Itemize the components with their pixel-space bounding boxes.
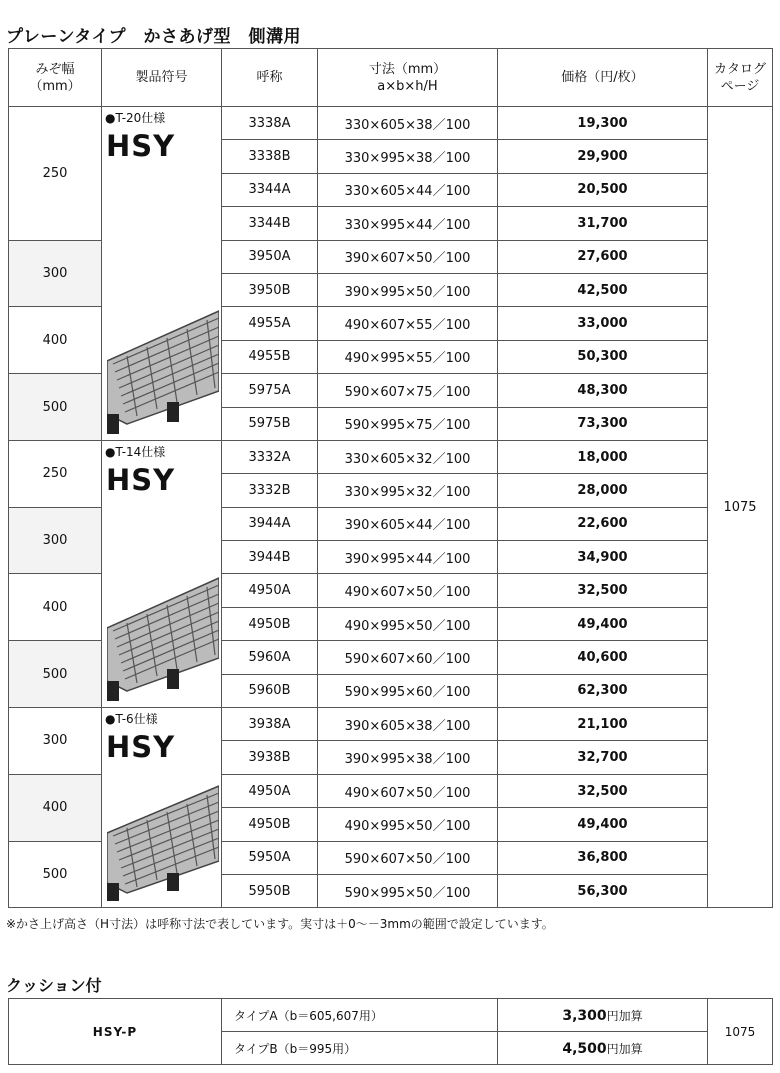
- header-dims: 寸法（mm） a×b×h/H: [318, 49, 498, 107]
- dims-cell: 590×607×50／100: [318, 841, 498, 874]
- name-cell: 4950A: [222, 774, 318, 807]
- width-cell: 300: [9, 708, 102, 775]
- width-cell: 500: [9, 641, 102, 708]
- grating-image: [107, 783, 219, 903]
- price-cell: 28,000: [498, 474, 708, 507]
- dims-cell: 390×995×38／100: [318, 741, 498, 774]
- name-cell: 3338A: [222, 107, 318, 140]
- dims-cell: 390×605×38／100: [318, 708, 498, 741]
- name-cell: 5950A: [222, 841, 318, 874]
- header-width: みぞ幅 （mm）: [9, 49, 102, 107]
- width-cell: 300: [9, 507, 102, 574]
- dims-cell: 330×995×44／100: [318, 207, 498, 240]
- dims-cell: 590×995×60／100: [318, 674, 498, 707]
- price-cell: 22,600: [498, 507, 708, 540]
- spec-label: ●T-14仕様: [105, 444, 166, 459]
- name-cell: 3332A: [222, 440, 318, 473]
- dims-cell: 330×605×32／100: [318, 440, 498, 473]
- product-code: HSY: [106, 462, 176, 497]
- price-cell: 33,000: [498, 307, 708, 340]
- name-cell: 4955B: [222, 340, 318, 373]
- name-cell: 4950A: [222, 574, 318, 607]
- price-cell: 73,300: [498, 407, 708, 440]
- price-cell: 40,600: [498, 641, 708, 674]
- name-cell: 5950B: [222, 874, 318, 907]
- name-cell: 3344A: [222, 173, 318, 206]
- name-cell: 3344B: [222, 207, 318, 240]
- width-cell: 250: [9, 440, 102, 507]
- price-cell: 62,300: [498, 674, 708, 707]
- price-cell: 32,500: [498, 774, 708, 807]
- product-code: HSY: [106, 730, 176, 765]
- dims-cell: 390×607×50／100: [318, 240, 498, 273]
- price-cell: 31,700: [498, 207, 708, 240]
- price-cell: 48,300: [498, 374, 708, 407]
- catalog-page: 1075: [708, 107, 773, 908]
- header-product: 製品符号: [102, 49, 222, 107]
- spec-label: ●T-20仕様: [105, 111, 166, 125]
- cushion-catalog-page: 1075: [708, 999, 773, 1065]
- price-cell: 36,800: [498, 841, 708, 874]
- price-cell: 49,400: [498, 607, 708, 640]
- width-cell: 500: [9, 374, 102, 441]
- dims-cell: 490×607×50／100: [318, 774, 498, 807]
- name-cell: 4950B: [222, 607, 318, 640]
- spec-label: ●T-6仕様: [105, 712, 158, 727]
- name-cell: 3338B: [222, 140, 318, 173]
- price-cell: 50,300: [498, 340, 708, 373]
- product-cell: [102, 440, 222, 707]
- price-cell: 42,500: [498, 273, 708, 306]
- product-code: HSY: [106, 129, 176, 163]
- name-cell: 5960B: [222, 674, 318, 707]
- name-cell: 5975B: [222, 407, 318, 440]
- cushion-title: クッション付: [6, 976, 102, 995]
- price-cell: 56,300: [498, 874, 708, 907]
- width-cell: 400: [9, 307, 102, 374]
- width-cell: 400: [9, 774, 102, 841]
- price-cell: 34,900: [498, 541, 708, 574]
- dims-cell: 390×605×44／100: [318, 507, 498, 540]
- header-price: 価格（円/枚）: [498, 49, 708, 107]
- name-cell: 3950B: [222, 273, 318, 306]
- price-cell: 18,000: [498, 440, 708, 473]
- name-cell: 3944B: [222, 541, 318, 574]
- dims-cell: 490×607×50／100: [318, 574, 498, 607]
- width-cell: 300: [9, 240, 102, 307]
- cushion-table: [8, 998, 773, 1065]
- price-cell: 20,500: [498, 173, 708, 206]
- name-cell: 3944A: [222, 507, 318, 540]
- page-title: プレーンタイプ かさあげ型 側溝用: [6, 27, 301, 47]
- dims-cell: 390×995×44／100: [318, 541, 498, 574]
- grating-image: [107, 573, 219, 703]
- dims-cell: 590×607×75／100: [318, 374, 498, 407]
- price-cell: 32,500: [498, 574, 708, 607]
- width-cell: 400: [9, 574, 102, 641]
- cushion-code: HSY-P: [9, 999, 222, 1065]
- name-cell: 3332B: [222, 474, 318, 507]
- cushion-type: タイプA（b＝605,607用）: [222, 999, 498, 1032]
- dims-cell: 330×995×38／100: [318, 140, 498, 173]
- price-cell: 49,400: [498, 808, 708, 841]
- cushion-price: 3,300円加算: [498, 999, 708, 1032]
- product-cell: [102, 107, 222, 441]
- dims-cell: 590×995×50／100: [318, 874, 498, 907]
- footnote: ※かさ上げ高さ（H寸法）は呼称寸法で表しています。実寸は＋0〜－3mmの範囲で設定しています。: [6, 917, 554, 931]
- header-catalog: カタログ ページ: [708, 49, 773, 107]
- width-cell: 500: [9, 841, 102, 908]
- dims-cell: 490×995×55／100: [318, 340, 498, 373]
- dims-cell: 490×995×50／100: [318, 607, 498, 640]
- dims-cell: 390×995×50／100: [318, 273, 498, 306]
- name-cell: 3938A: [222, 708, 318, 741]
- name-cell: 3938B: [222, 741, 318, 774]
- dims-cell: 590×607×60／100: [318, 641, 498, 674]
- dims-cell: 490×995×50／100: [318, 808, 498, 841]
- width-cell: 250: [9, 107, 102, 241]
- price-cell: 27,600: [498, 240, 708, 273]
- name-cell: 4955A: [222, 307, 318, 340]
- name-cell: 3950A: [222, 240, 318, 273]
- grating-image: [107, 306, 219, 436]
- product-cell: [102, 708, 222, 908]
- price-cell: 21,100: [498, 708, 708, 741]
- price-table: [8, 48, 773, 908]
- dims-cell: 330×605×44／100: [318, 173, 498, 206]
- dims-cell: 330×605×38／100: [318, 107, 498, 140]
- name-cell: 5960A: [222, 641, 318, 674]
- cushion-price: 4,500円加算: [498, 1032, 708, 1065]
- dims-cell: 590×995×75／100: [318, 407, 498, 440]
- dims-cell: 330×995×32／100: [318, 474, 498, 507]
- price-cell: 29,900: [498, 140, 708, 173]
- cushion-type: タイプB（b＝995用）: [222, 1032, 498, 1065]
- name-cell: 4950B: [222, 808, 318, 841]
- header-name: 呼称: [222, 49, 318, 107]
- name-cell: 5975A: [222, 374, 318, 407]
- dims-cell: 490×607×55／100: [318, 307, 498, 340]
- price-cell: 19,300: [498, 107, 708, 140]
- price-cell: 32,700: [498, 741, 708, 774]
